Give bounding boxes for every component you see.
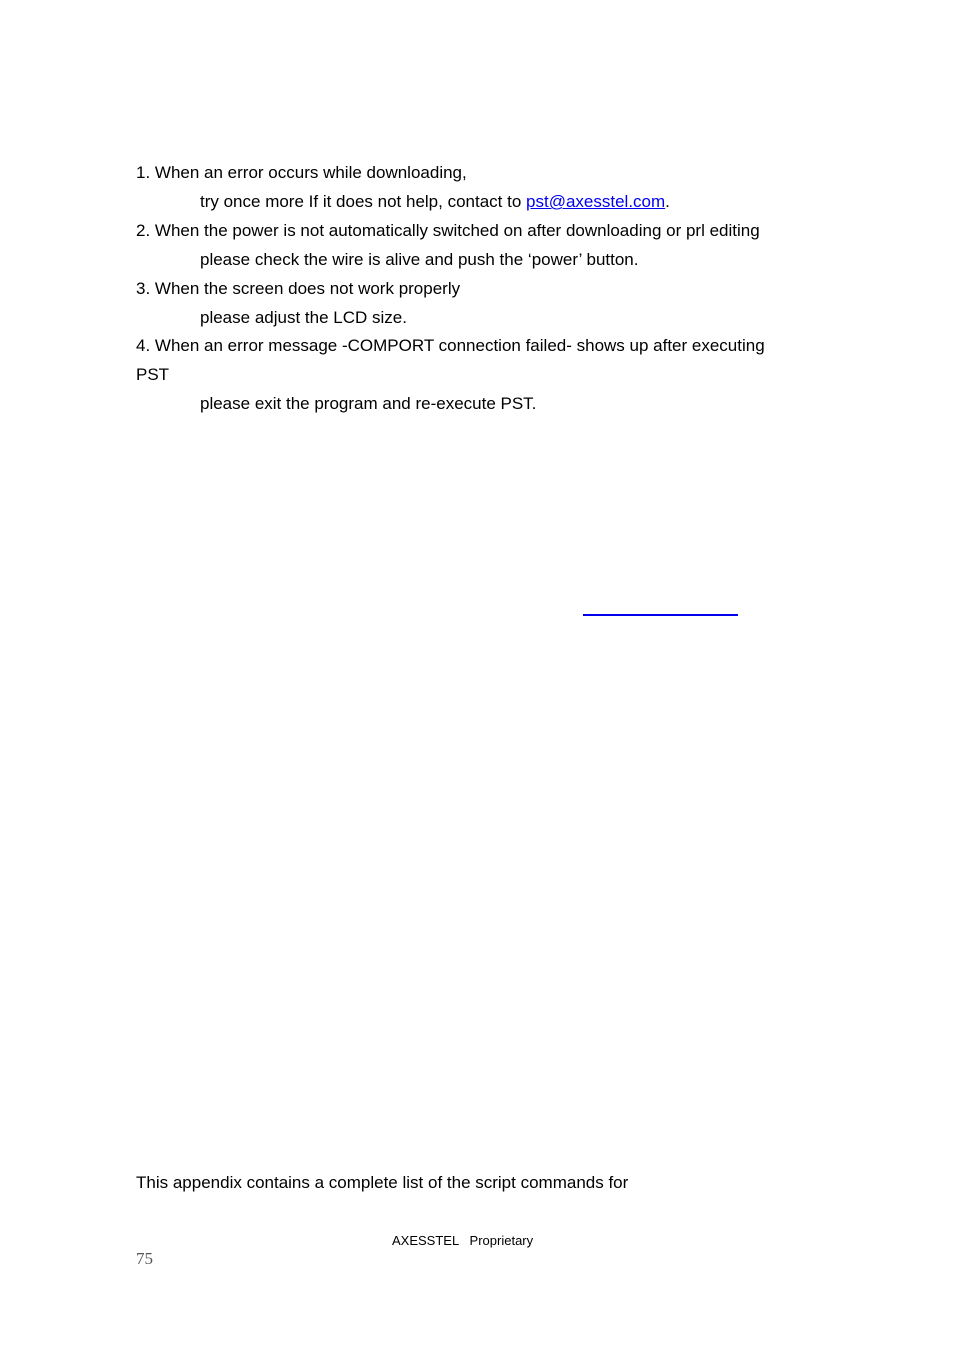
solution-3: please adjust the LCD size. [200,308,407,327]
page-number: 75 [136,1249,153,1268]
appendix-intro: This appendix contains a complete list of the script commands for [136,1173,629,1192]
problem-2: 2. When the power is not automatically switched on after downloading or prl editing [136,221,760,240]
problem-4: 4. When an error message -COMPORT connection failed- shows up after executing [136,336,765,355]
contact-email-link[interactable]: pst@axesstel.com [526,192,666,211]
solution-1 [200,192,670,212]
problem-4-continued: PST [136,365,170,384]
solution-2: please check the wire is alive and push the ‘power’ button. [200,250,639,269]
problem-3: 3. When the screen does not work properly [136,279,461,298]
solution-4: please exit the program and re-execute PST. [200,394,537,413]
problem-1: 1. When an error occurs while downloading, [136,163,467,182]
solution-1-text: try once more If it does not help, contact to [200,192,527,211]
footer-company: AXESSTEL Proprietary [392,1233,534,1248]
blank-hyperlink-underline[interactable] [583,614,738,616]
solution-1-suffix: . [665,192,670,211]
